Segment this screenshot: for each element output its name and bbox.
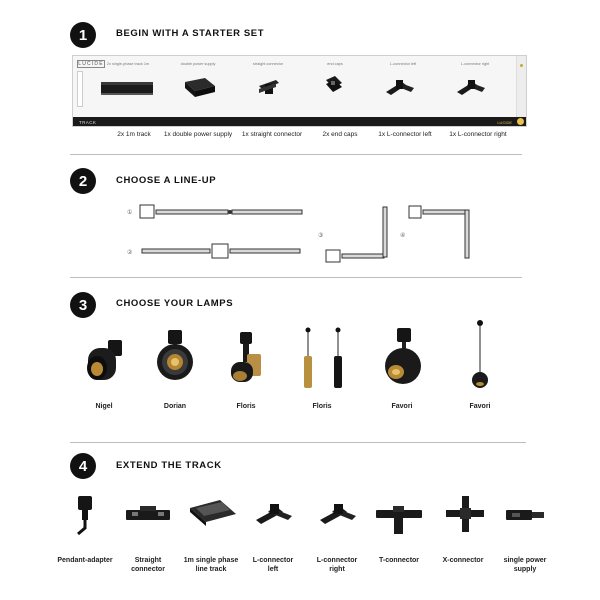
lamp-floris-spot-icon (231, 332, 261, 382)
lineup-diagrams (0, 195, 600, 275)
box-badge-icon (517, 118, 524, 125)
extension-parts-illustration (0, 490, 600, 540)
extension-label: X-connector (442, 557, 484, 564)
straight-connector-icon (259, 80, 279, 94)
box-item-label: L-connector right (460, 62, 490, 66)
box-item-label: double power supply (180, 62, 216, 66)
lamp-name: Dorian (163, 403, 187, 410)
box-item-label: end caps (327, 62, 343, 66)
step-number-3: 3 (70, 292, 96, 318)
extension-label: single power supply (503, 557, 547, 573)
extension-label: T-connector (378, 557, 420, 564)
starter-item-caption: 1x L-connector left (378, 131, 432, 138)
lamp-favori-pendant-icon (472, 320, 488, 388)
lamp-favori-spot-icon (385, 328, 421, 384)
step-number-1: 1 (70, 22, 96, 48)
t-connector-icon (376, 506, 422, 534)
l-connector-left-icon (386, 80, 414, 95)
lineup-4-corner (409, 206, 469, 258)
l-connector-right-icon (320, 504, 356, 524)
pendant-adapter-icon (78, 496, 92, 534)
step-number-4: 4 (70, 453, 96, 479)
lineup-marker: ② (127, 250, 133, 256)
starter-item-caption: 2x end caps (322, 131, 358, 138)
box-item-label: 2x single-phase track 1m (106, 62, 150, 66)
lamps-illustration (0, 318, 600, 398)
extension-label: L-connector right (316, 557, 358, 573)
starter-set-box (72, 55, 527, 127)
power-supply-icon (185, 78, 215, 97)
track-bundle-icon (101, 82, 153, 95)
extension-label: Pendant-adapter (57, 557, 113, 564)
section-title-starter-set: BEGIN WITH A STARTER SET (116, 28, 265, 39)
x-connector-icon (446, 496, 484, 532)
extension-label: Straight connector (131, 557, 165, 573)
lamp-name: Favori (391, 403, 413, 410)
starter-item-caption: 1x straight connector (241, 131, 303, 138)
lamp-name: Floris (236, 403, 256, 410)
section-title-lamps: CHOOSE YOUR LAMPS (116, 298, 234, 309)
box-item-label: L-connector left (389, 62, 417, 66)
single-power-supply-icon (506, 510, 544, 520)
section-divider (70, 154, 522, 155)
lineup-2-center-feed (142, 244, 300, 258)
box-strip-label: TRACK (79, 120, 97, 125)
lineup-marker: ① (127, 210, 133, 216)
extension-label: 1m single phase line track (183, 557, 239, 573)
starter-item-caption: 1x L-connector right (449, 131, 507, 138)
lineup-marker: ③ (318, 233, 324, 239)
brand-logo: LUCIDE (78, 61, 104, 67)
lamp-name: Nigel (95, 403, 113, 410)
lineup-1-straight (140, 205, 302, 218)
section-divider (70, 442, 526, 443)
starter-item-caption: 1x double power supply (163, 131, 233, 138)
end-caps-icon (326, 76, 342, 92)
section-divider (70, 277, 522, 278)
lamp-dorian-icon (157, 330, 193, 380)
lamp-name: Floris (312, 403, 332, 410)
lamp-floris-pendant-icon (304, 328, 342, 389)
lineup-marker: ④ (400, 233, 406, 239)
lamp-name: Favori (469, 403, 491, 410)
starter-products-illustration (73, 56, 527, 119)
extension-label: L-connector left (252, 557, 294, 573)
lamp-nigel-icon (87, 340, 122, 380)
section-title-extend-track: EXTEND THE TRACK (116, 460, 222, 471)
l-connector-right-icon (457, 80, 485, 95)
straight-connector-icon (126, 506, 170, 520)
lineup-3-l-shape (326, 207, 387, 262)
step-number-2: 2 (70, 168, 96, 194)
single-phase-track-icon (190, 500, 236, 526)
box-strip-brand: LUCIDE (497, 120, 512, 125)
starter-item-caption: 2x 1m track (117, 131, 151, 138)
section-title-line-up: CHOOSE A LINE-UP (116, 175, 217, 186)
l-connector-left-icon (256, 504, 292, 524)
box-item-label: straight connector (252, 62, 284, 66)
